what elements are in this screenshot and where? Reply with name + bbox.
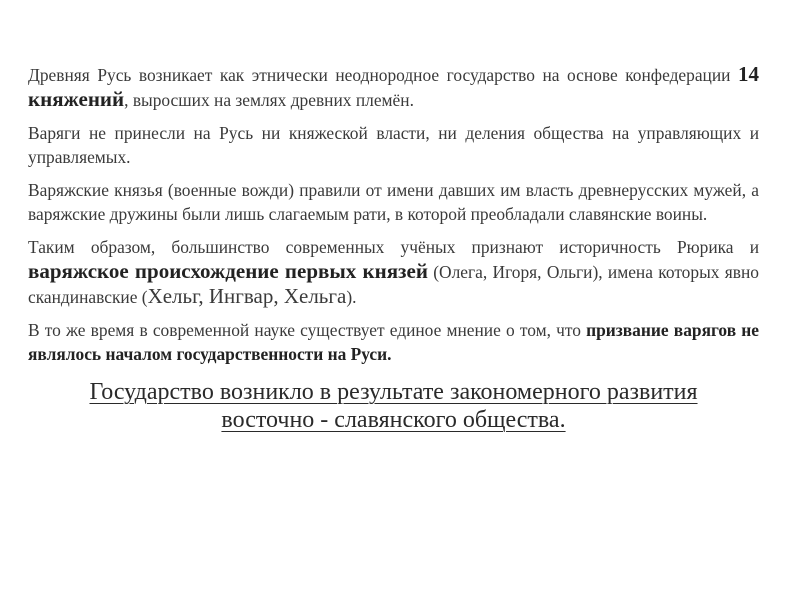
paragraph-5-text: В то же время в современной науке существует единое мнение о том, что — [28, 320, 587, 340]
conclusion — [28, 378, 759, 434]
paragraph-5-highlight: призвание варягов не являлось началом государственности на Руси. — [28, 320, 759, 364]
paragraph-1-text-end: , выросших на землях древних племён. — [124, 90, 414, 110]
conclusion-line-1: Государство возникло в результате закономерного развития — [89, 379, 698, 405]
paragraph-2-text: Варяги не принесли на Русь ни княжеской власти, ни деления общества на управляющих и управляемых. — [28, 123, 759, 167]
paragraph-4-highlight: варяжское происхождение первых князей — [28, 259, 428, 283]
paragraph-4-names: Хельг, Ингвар, Хельга — [147, 284, 347, 308]
paragraph-1-highlight: 14 княжений — [28, 62, 759, 111]
text-block — [28, 62, 759, 434]
paragraph-2 — [28, 121, 759, 169]
paragraph-3 — [28, 178, 759, 226]
paragraph-4-text: Таким образом, большинство современных учёных признают историчность Рюрика и — [28, 237, 759, 257]
paragraph-1 — [28, 62, 759, 112]
paragraph-4-text-end: ). — [346, 287, 357, 307]
paragraph-1-text: Древняя Русь возникает как этнически неоднородное государство на основе конфедерации — [28, 65, 738, 85]
paragraph-5 — [28, 318, 759, 366]
paragraph-4 — [28, 235, 759, 309]
conclusion-line-2: восточно - славянского общества. — [221, 407, 566, 433]
paragraph-4-text-mid: (Олега, Игоря, Ольги), имена которых явно скандинавские ( — [28, 262, 759, 307]
paragraph-3-text: Варяжские князья (военные вожди) правили от имени давших им власть древнерусских мужей, а варяжские дружины были лишь слагаемым рати, в которой преобладали славянские воины. — [28, 180, 759, 224]
